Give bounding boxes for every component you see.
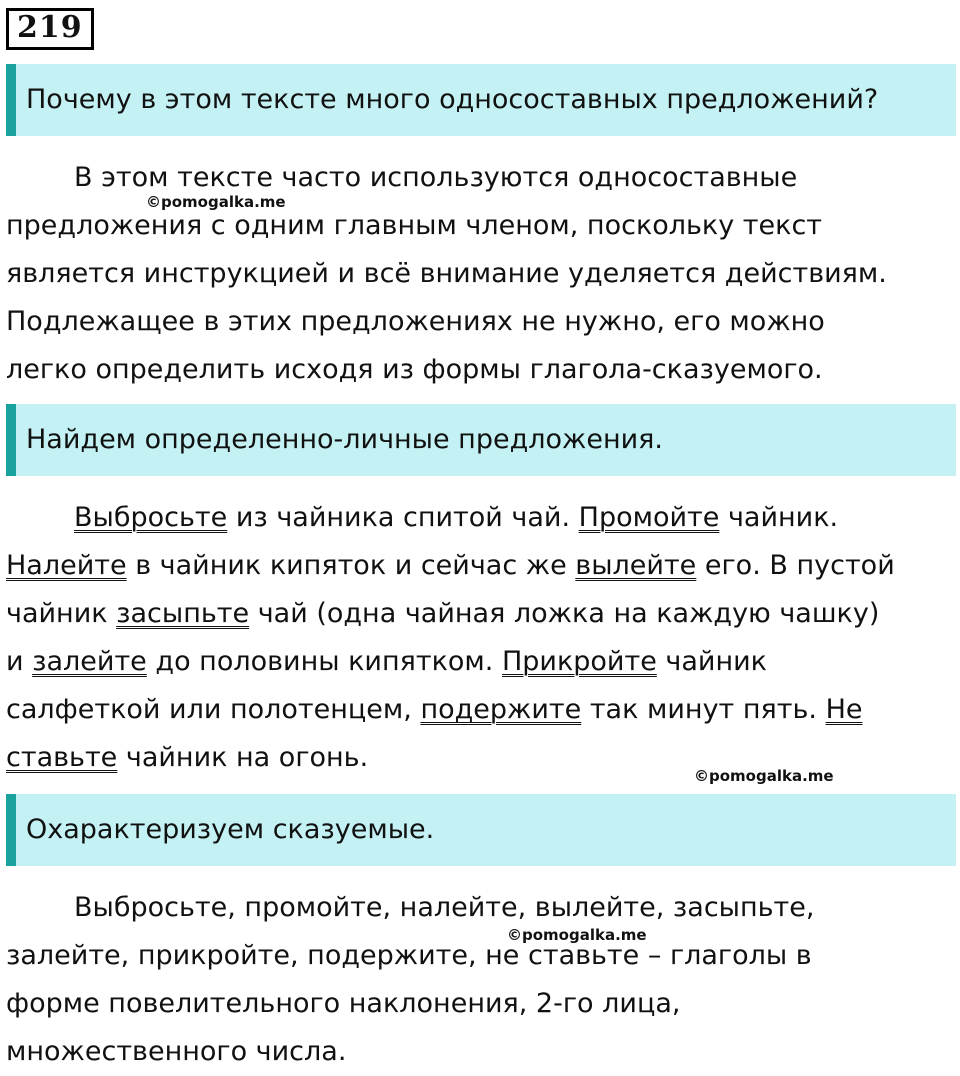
text-line [6,1028,956,1076]
text-line [6,932,956,980]
underlined-predicate: засыпьте [116,598,250,629]
text-line [6,686,956,734]
underlined-predicate: Выбросьте [74,502,228,533]
underlined-predicate: Прикройте [501,646,657,677]
text-line [6,346,956,394]
text-line [6,494,956,542]
answer-paragraph [6,154,956,394]
text-segment: его. В пустой [696,550,895,581]
underlined-predicate: подержите [420,694,582,725]
answer-paragraph [6,494,956,782]
text-line-content: залейте, прикройте, подержите, не ставьте – глаголы в [6,940,812,971]
text-line-content: является инструкцией и всё внимание уделяется действиям. [6,258,887,289]
question-banner [6,64,956,136]
text-line [6,980,956,1028]
watermark: ©pomogalka.me [507,926,647,944]
question-heading: Почему в этом тексте много односоставных предложений? [26,84,879,115]
watermark: ©pomogalka.me [146,193,286,211]
answer-paragraph [6,884,956,1076]
underlined-predicate: Промойте [578,502,720,533]
question-heading: Найдем определенно-личные предложения. [26,424,663,455]
underlined-predicate: залейте [32,646,147,677]
text-line-content: Подлежащее в этих предложениях не нужно, его можно [6,306,825,337]
question-banner [6,404,956,476]
text-line-content: Выбросьте, промойте, налейте, вылейте, засыпьте, [74,892,815,923]
text-segment: чайник [656,646,767,677]
text-segment: чайник. [719,502,839,533]
question-banner [6,794,956,866]
task-number: 219 [6,8,94,50]
text-line [6,250,956,298]
text-line-content: легко определить исходя из формы глагола-сказуемого. [6,354,823,385]
text-line [6,638,956,686]
text-segment: и [6,646,33,677]
text-line-content: множественного числа. [6,1036,347,1067]
text-line [6,542,956,590]
question-heading: Охарактеризуем сказуемые. [26,814,435,845]
text-line-content: форме повелительного наклонения, 2-го лица, [6,988,681,1019]
watermark: ©pomogalka.me [694,767,834,785]
text-segment: в чайник кипяток и сейчас же [126,550,576,581]
text-segment: чай (одна чайная ложка на каждую чашку) [249,598,880,629]
text-line-content: В этом тексте часто используются односоставные [74,162,798,193]
text-segment: чайник [6,598,117,629]
text-segment: чайник на огонь. [117,742,369,773]
text-line [6,884,956,932]
text-segment: из чайника спитой чай. [227,502,579,533]
text-segment: до половины кипятком. [146,646,502,677]
text-line [6,298,956,346]
text-segment: салфеткой или полотенцем, [6,694,421,725]
underlined-predicate: Налейте [6,550,127,581]
underlined-predicate: вылейте [575,550,697,581]
text-segment: так минут пять. [581,694,826,725]
text-line-content: предложения с одним главным членом, поскольку текст [6,210,823,241]
text-line [6,590,956,638]
underlined-predicate: ставьте [6,742,118,773]
underlined-predicate: Не [825,694,863,725]
